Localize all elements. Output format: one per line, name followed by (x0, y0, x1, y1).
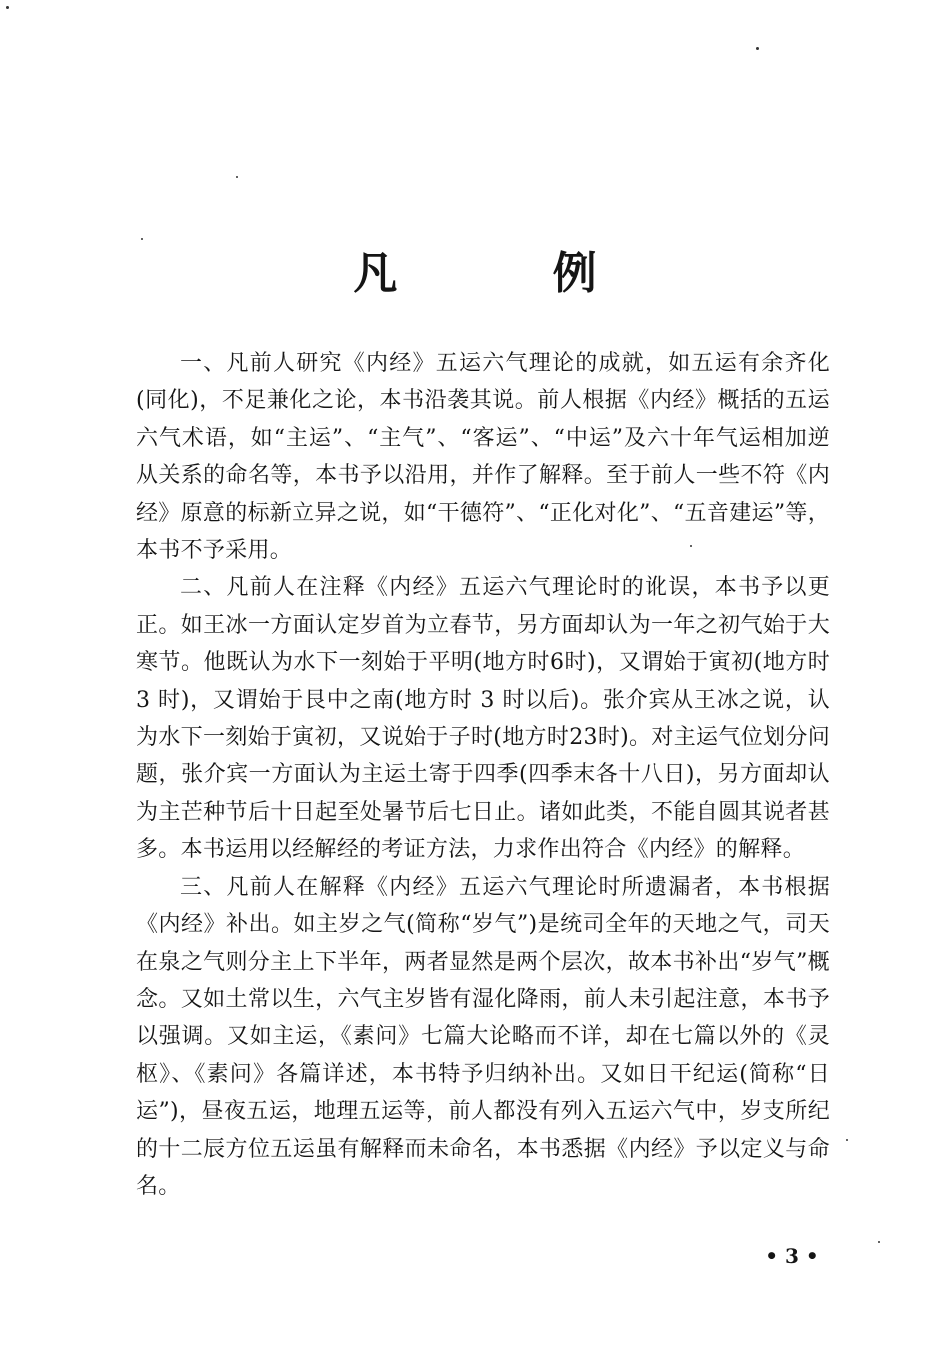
page-number: • 3 • (765, 1244, 819, 1268)
page-title: 凡 例 (353, 248, 667, 299)
scan-speck (6, 6, 9, 9)
scan-speck (236, 176, 238, 178)
scan-speck (141, 238, 143, 240)
paragraph-2: 二、凡前人在注释《内经》五运六气理论时的讹误，本书予以更正。如王冰一方面认定岁首为立春节，另方面却认为一年之初气始于大寒节。他既认为水下一刻始于平明(地方时6时)，又谓始于寅初(地方时 3 时)，又谓始于艮中之南(地方时 3 时以后)。张介宾从王冰之说，认为水下一刻始于寅初，又说始于子时(地方时23时)。对主运气位划分问题，张介宾一方面认为主运土寄于四季(四季末各十八日)，另方面却认为主芒种节后十日起至处暑节后七日止。诸如此类，不能自圆其说者甚多。本书运用以经解经的考证方法，力求作出符合《内经》的解释。 (136, 575, 830, 863)
scan-speck (878, 1241, 880, 1243)
paragraph-3: 三、凡前人在解释《内经》五运六气理论时所遗漏者，本书根据《内经》补出。如主岁之气(简称“岁气”)是统司全年的天地之气，司天在泉之气则分主上下半年，两者显然是两个层次，故本书补出“岁气”概念。又如土常以生，六气主岁皆有湿化降雨，前人未引起注意，本书予以强调。又如主运，《素问》七篇大论略而不详，却在七篇以外的《灵枢》、《素问》各篇详述，本书特予归纳补出。又如日干纪运(简称“日运”)，昼夜五运，地理五运等，前人都没有列入五运六气中，岁支所纪的十二辰方位五运虽有解释而未命名，本书悉据《内经》予以定义与命名。 (136, 874, 830, 1199)
paragraph-1: 一、凡前人研究《内经》五运六气理论的成就，如五运有余齐化(同化)，不足兼化之论，本书沿袭其说。前人根据《内经》概括的五运六气术语，如“主运”、“主气”、“客运”、“中运”及六十年气运相加逆从关系的命名等，本书予以沿用，并作了解释。至于前人一些不符《内经》原意的标新立异之说，如“干德符”、“正化对化”、“五音建运”等，本书不予采用。 (136, 351, 830, 564)
body-text (136, 345, 830, 1205)
scan-speck (846, 1139, 848, 1141)
scan-speck (756, 47, 759, 50)
